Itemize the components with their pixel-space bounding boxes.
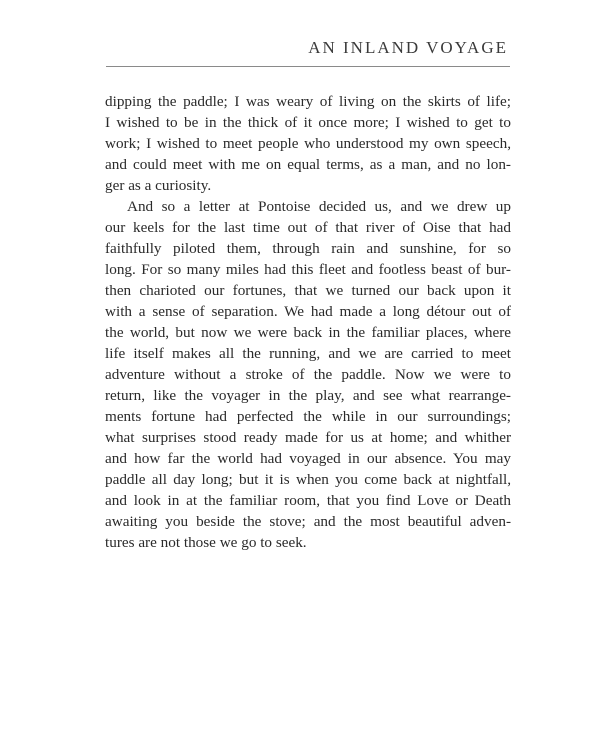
text-line: faithfully piloted them, through rain and sunshine, for so bbox=[105, 240, 511, 257]
text-line: with a sense of separation. We had made a long détour out of bbox=[105, 303, 511, 320]
text-line: ger as a curiosity. bbox=[105, 177, 212, 194]
text-line: work; I wished to meet people who understood my own speech, bbox=[105, 135, 511, 152]
header-rule bbox=[106, 66, 510, 67]
text-line: adventure without a stroke of the paddle. Now we were to bbox=[105, 366, 511, 383]
text-line: And so a letter at Pontoise decided us, and we drew up bbox=[127, 198, 511, 215]
text-line: dipping the paddle; I was weary of living on the skirts of life; bbox=[105, 93, 511, 110]
text-line: long. For so many miles had this fleet and footless beast of bur- bbox=[105, 261, 511, 278]
text-line: ments fortune had perfected the while in our surroundings; bbox=[105, 408, 511, 425]
text-line: tures are not those we go to seek. bbox=[105, 534, 307, 551]
text-line: awaiting you beside the stove; and the most beautiful adven- bbox=[105, 513, 511, 530]
text-line: life itself makes all the running, and we are carried to meet bbox=[105, 345, 511, 362]
text-line: what surprises stood ready made for us at home; and whither bbox=[105, 429, 511, 446]
running-head: AN INLAND VOYAGE bbox=[308, 38, 508, 57]
body-text bbox=[105, 91, 511, 553]
text-line: return, like the voyager in the play, and see what rearrange- bbox=[105, 387, 511, 404]
text-line: the world, but now we were back in the familiar places, where bbox=[105, 324, 511, 341]
text-line: paddle all day long; but it is when you come back at nightfall, bbox=[105, 471, 511, 488]
text-line: our keels for the last time out of that river of Oise that had bbox=[105, 219, 511, 236]
text-line: then charioted our fortunes, that we turned our back upon it bbox=[105, 282, 511, 299]
text-line: and how far the world had voyaged in our absence. You may bbox=[105, 450, 511, 467]
text-line: I wished to be in the thick of it once more; I wished to get to bbox=[105, 114, 511, 131]
text-line: and could meet with me on equal terms, as a man, and no lon- bbox=[105, 156, 511, 173]
text-line: and look in at the familiar room, that you find Love or Death bbox=[105, 492, 511, 509]
